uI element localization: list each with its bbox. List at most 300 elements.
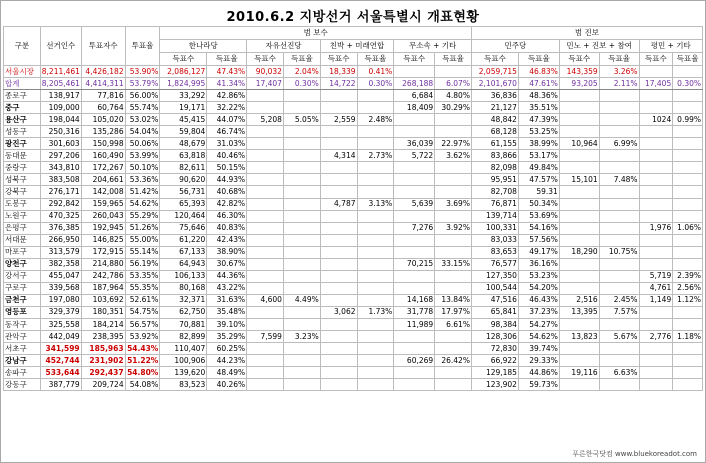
table-cell <box>599 150 639 162</box>
table-cell: 47.61% <box>518 78 559 90</box>
table-cell: 53.92% <box>125 331 160 343</box>
table-cell: 40.68% <box>207 186 247 198</box>
table-cell: 5,639 <box>394 198 435 210</box>
table-cell: 47.39% <box>518 114 559 126</box>
table-cell: 4,314 <box>320 150 357 162</box>
table-cell <box>357 210 394 222</box>
table-cell: 15,101 <box>559 174 599 186</box>
table-cell <box>320 379 357 391</box>
table-cell <box>639 367 673 379</box>
table-cell <box>559 102 599 114</box>
table-cell: 6.61% <box>435 318 472 330</box>
table-row <box>4 210 703 222</box>
table-cell <box>394 282 435 294</box>
table-cell <box>639 343 673 355</box>
table-cell: 33.15% <box>435 258 472 270</box>
table-cell <box>639 210 673 222</box>
table-cell <box>673 355 703 367</box>
table-cell <box>320 343 357 355</box>
table-cell: 0.30% <box>283 78 320 90</box>
table-cell: 13.84% <box>435 294 472 306</box>
table-cell <box>357 318 394 330</box>
table-row <box>4 222 703 234</box>
table-cell <box>357 162 394 174</box>
table-cell <box>320 282 357 294</box>
table-cell: 14,722 <box>320 78 357 90</box>
table-cell <box>394 246 435 258</box>
district-name: 마포구 <box>4 246 41 258</box>
table-cell: 455,047 <box>40 270 81 282</box>
table-row <box>4 102 703 114</box>
table-cell <box>559 186 599 198</box>
table-cell <box>283 234 320 246</box>
table-cell: 44.93% <box>207 174 247 186</box>
table-cell <box>320 258 357 270</box>
table-cell <box>283 222 320 234</box>
table-cell: 4.49% <box>283 294 320 306</box>
table-row <box>4 258 703 270</box>
table-cell: 35.48% <box>207 306 247 318</box>
table-cell: 268,188 <box>394 78 435 90</box>
table-cell: 50.15% <box>207 162 247 174</box>
table-cell <box>599 343 639 355</box>
table-cell <box>247 162 284 174</box>
table-cell <box>357 174 394 186</box>
header-party: 자유선진당 <box>247 40 321 53</box>
table-cell: 51.22% <box>125 355 160 367</box>
table-cell: 120,464 <box>160 210 207 222</box>
table-row <box>4 306 703 318</box>
table-cell <box>394 66 435 78</box>
table-cell: 61,155 <box>471 138 518 150</box>
table-cell <box>320 331 357 343</box>
table-cell: 39.10% <box>207 318 247 330</box>
table-cell: 1,976 <box>639 222 673 234</box>
table-cell: 3.62% <box>435 150 472 162</box>
table-cell: 325,558 <box>40 318 81 330</box>
table-cell <box>320 126 357 138</box>
table-cell <box>673 126 703 138</box>
table-cell: 53.23% <box>518 270 559 282</box>
table-cell <box>435 186 472 198</box>
table-cell: 180,351 <box>81 306 125 318</box>
header-votes: 득표수 <box>639 53 673 66</box>
table-cell <box>283 246 320 258</box>
table-cell <box>639 126 673 138</box>
table-cell: 83,523 <box>160 379 207 391</box>
header-rate: 득표율 <box>599 53 639 66</box>
table-cell: 2.45% <box>599 294 639 306</box>
header-votes: 득표수 <box>559 53 599 66</box>
table-cell <box>559 379 599 391</box>
table-cell: 40.83% <box>207 222 247 234</box>
table-cell: 0.30% <box>357 78 394 90</box>
table-cell <box>247 210 284 222</box>
table-cell: 2.04% <box>283 66 320 78</box>
table-cell <box>639 379 673 391</box>
table-cell <box>283 102 320 114</box>
table-cell <box>599 258 639 270</box>
table-cell: 46.43% <box>518 294 559 306</box>
table-cell <box>357 234 394 246</box>
table-cell <box>394 186 435 198</box>
table-cell: 6.99% <box>599 138 639 150</box>
table-cell: 1024 <box>639 114 673 126</box>
table-cell: 18,409 <box>394 102 435 114</box>
table-cell <box>283 282 320 294</box>
table-row <box>4 246 703 258</box>
table-cell <box>357 343 394 355</box>
table-cell: 59.31 <box>518 186 559 198</box>
header-turnout: 투표자수 <box>81 27 125 66</box>
table-cell: 50.34% <box>518 198 559 210</box>
table-cell: 45,415 <box>160 114 207 126</box>
table-cell <box>673 367 703 379</box>
table-cell <box>394 367 435 379</box>
table-cell: 4,787 <box>320 198 357 210</box>
table-cell: 238,395 <box>81 331 125 343</box>
table-cell: 2,101,670 <box>471 78 518 90</box>
table-cell: 2.11% <box>599 78 639 90</box>
table-cell: 42.82% <box>207 198 247 210</box>
table-cell <box>599 282 639 294</box>
table-cell: 56.19% <box>125 258 160 270</box>
table-cell: 146,825 <box>81 234 125 246</box>
table-cell <box>320 367 357 379</box>
table-cell <box>673 343 703 355</box>
district-name: 강동구 <box>4 379 41 391</box>
table-cell: 46.83% <box>518 66 559 78</box>
table-cell: 103,692 <box>81 294 125 306</box>
table-cell: 2.39% <box>673 270 703 282</box>
table-cell: 54.43% <box>125 343 160 355</box>
table-cell: 1.18% <box>673 331 703 343</box>
table-cell: 250,316 <box>40 126 81 138</box>
table-cell <box>283 270 320 282</box>
table-cell: 100,906 <box>160 355 207 367</box>
header-rate: 득표율 <box>518 53 559 66</box>
table-cell: 5,722 <box>394 150 435 162</box>
table-cell <box>599 126 639 138</box>
district-name: 노원구 <box>4 210 41 222</box>
table-cell <box>357 355 394 367</box>
header-party: 평민 + 기타 <box>639 40 702 53</box>
table-cell: 187,964 <box>81 282 125 294</box>
table-cell <box>247 186 284 198</box>
table-cell <box>599 90 639 102</box>
table-cell <box>559 355 599 367</box>
table-cell <box>357 258 394 270</box>
table-cell <box>283 210 320 222</box>
table-cell: 48.36% <box>518 90 559 102</box>
table-cell: 46.74% <box>207 126 247 138</box>
table-cell <box>320 186 357 198</box>
table-cell: 59.73% <box>518 379 559 391</box>
table-cell: 40.26% <box>207 379 247 391</box>
table-cell: 7.48% <box>599 174 639 186</box>
table-cell <box>247 258 284 270</box>
table-cell: 1.12% <box>673 294 703 306</box>
table-cell <box>394 270 435 282</box>
table-cell <box>599 379 639 391</box>
table-cell: 62,750 <box>160 306 207 318</box>
table-cell: 65,841 <box>471 306 518 318</box>
district-name: 영등포 <box>4 306 41 318</box>
table-cell: 301,603 <box>40 138 81 150</box>
table-cell: 38.99% <box>518 138 559 150</box>
table-cell: 47,516 <box>471 294 518 306</box>
results-table <box>3 26 703 391</box>
table-cell: 2,086,127 <box>160 66 207 78</box>
table-row <box>4 198 703 210</box>
table-cell: 95,951 <box>471 174 518 186</box>
table-cell: 55.74% <box>125 102 160 114</box>
table-cell: 143,359 <box>559 66 599 78</box>
table-cell <box>320 222 357 234</box>
table-cell <box>394 174 435 186</box>
table-cell <box>599 234 639 246</box>
table-cell: 26.42% <box>435 355 472 367</box>
district-name: 금천구 <box>4 294 41 306</box>
table-cell <box>559 234 599 246</box>
table-cell: 442,049 <box>40 331 81 343</box>
table-cell: 59,804 <box>160 126 207 138</box>
table-cell: 54.75% <box>125 306 160 318</box>
table-cell: 470,325 <box>40 210 81 222</box>
table-cell: 105,020 <box>81 114 125 126</box>
table-cell <box>320 294 357 306</box>
table-cell: 19,171 <box>160 102 207 114</box>
table-cell: 10.75% <box>599 246 639 258</box>
table-cell: 13,823 <box>559 331 599 343</box>
table-row <box>4 234 703 246</box>
table-cell: 39.74% <box>518 343 559 355</box>
table-cell <box>559 343 599 355</box>
table-cell <box>357 138 394 150</box>
table-row <box>4 367 703 379</box>
table-cell <box>639 150 673 162</box>
table-cell: 382,358 <box>40 258 81 270</box>
table-cell: 192,945 <box>81 222 125 234</box>
table-cell: 54.62% <box>125 198 160 210</box>
table-cell: 139,620 <box>160 367 207 379</box>
table-cell <box>639 198 673 210</box>
table-cell: 3.69% <box>435 198 472 210</box>
table-row <box>4 355 703 367</box>
table-cell <box>357 294 394 306</box>
table-cell: 4,426,182 <box>81 66 125 78</box>
table-cell <box>283 198 320 210</box>
table-cell: 80,168 <box>160 282 207 294</box>
table-cell <box>320 270 357 282</box>
table-cell: 56,731 <box>160 186 207 198</box>
table-cell <box>247 126 284 138</box>
table-cell: 150,998 <box>81 138 125 150</box>
table-cell: 82,899 <box>160 331 207 343</box>
table-cell <box>283 90 320 102</box>
table-cell <box>639 66 673 78</box>
table-cell: 452,744 <box>40 355 81 367</box>
district-name: 서초구 <box>4 343 41 355</box>
table-cell: 242,786 <box>81 270 125 282</box>
table-cell <box>283 318 320 330</box>
table-cell: 142,008 <box>81 186 125 198</box>
table-cell: 44.86% <box>518 367 559 379</box>
table-cell: 54.20% <box>518 282 559 294</box>
table-cell <box>357 90 394 102</box>
table-cell: 55.14% <box>125 246 160 258</box>
table-cell: 36.16% <box>518 258 559 270</box>
district-name: 강북구 <box>4 186 41 198</box>
table-cell: 0.41% <box>357 66 394 78</box>
table-cell: 42.43% <box>207 234 247 246</box>
table-cell: 5.67% <box>599 331 639 343</box>
table-cell <box>247 379 284 391</box>
table-cell: 297,206 <box>40 150 81 162</box>
district-name: 동대문 <box>4 150 41 162</box>
table-cell: 184,214 <box>81 318 125 330</box>
table-cell: 60.25% <box>207 343 247 355</box>
table-cell <box>320 138 357 150</box>
table-cell: 38.90% <box>207 246 247 258</box>
table-cell: 50.10% <box>125 162 160 174</box>
table-cell <box>639 318 673 330</box>
table-cell <box>639 138 673 150</box>
table-cell: 1,824,995 <box>160 78 207 90</box>
table-cell <box>639 186 673 198</box>
table-cell <box>357 102 394 114</box>
table-cell <box>673 379 703 391</box>
table-cell <box>283 174 320 186</box>
table-row <box>4 174 703 186</box>
district-name: 용산구 <box>4 114 41 126</box>
table-cell <box>435 126 472 138</box>
table-cell: 54.80% <box>125 367 160 379</box>
table-cell: 55.29% <box>125 210 160 222</box>
table-cell <box>247 270 284 282</box>
table-row <box>4 162 703 174</box>
table-cell: 70,881 <box>160 318 207 330</box>
table-cell: 7.57% <box>599 306 639 318</box>
table-cell: 76,871 <box>471 198 518 210</box>
table-cell <box>639 102 673 114</box>
district-name: 서울시장 <box>4 66 41 78</box>
table-row <box>4 150 703 162</box>
table-cell <box>357 379 394 391</box>
table-cell: 2,059,715 <box>471 66 518 78</box>
table-cell: 260,043 <box>81 210 125 222</box>
table-cell: 30.67% <box>207 258 247 270</box>
table-cell: 53.02% <box>125 114 160 126</box>
table-cell: 52.61% <box>125 294 160 306</box>
table-cell <box>435 66 472 78</box>
table-cell: 70,215 <box>394 258 435 270</box>
table-cell: 32,371 <box>160 294 207 306</box>
table-cell: 0.30% <box>673 78 703 90</box>
table-cell <box>247 306 284 318</box>
table-cell: 139,714 <box>471 210 518 222</box>
table-cell: 1,149 <box>639 294 673 306</box>
table-cell: 53.69% <box>518 210 559 222</box>
table-cell: 5.05% <box>283 114 320 126</box>
table-cell: 51.42% <box>125 186 160 198</box>
table-cell: 33,292 <box>160 90 207 102</box>
table-row <box>4 294 703 306</box>
table-row <box>4 282 703 294</box>
table-cell <box>394 162 435 174</box>
table-cell <box>394 331 435 343</box>
table-cell: 3.23% <box>283 331 320 343</box>
table-cell: 35.29% <box>207 331 247 343</box>
table-cell: 266,950 <box>40 234 81 246</box>
table-cell <box>599 186 639 198</box>
header-votes: 득표수 <box>160 53 207 66</box>
table-row <box>4 379 703 391</box>
header-rate: 득표율 <box>207 53 247 66</box>
district-name: 은평구 <box>4 222 41 234</box>
table-cell: 129,185 <box>471 367 518 379</box>
table-cell: 90,032 <box>247 66 284 78</box>
header-turnout-rate: 투표율 <box>125 27 160 66</box>
table-cell: 109,000 <box>40 102 81 114</box>
table-cell <box>357 282 394 294</box>
table-cell: 82,708 <box>471 186 518 198</box>
table-cell <box>320 355 357 367</box>
table-cell <box>435 367 472 379</box>
table-cell <box>639 90 673 102</box>
table-cell: 198,044 <box>40 114 81 126</box>
table-cell: 82,098 <box>471 162 518 174</box>
table-cell: 19,116 <box>559 367 599 379</box>
table-cell: 53.90% <box>125 66 160 78</box>
table-cell <box>559 90 599 102</box>
table-cell <box>559 318 599 330</box>
table-cell: 135,286 <box>81 126 125 138</box>
table-cell <box>394 379 435 391</box>
table-cell: 54.62% <box>518 331 559 343</box>
table-cell: 83,653 <box>471 246 518 258</box>
table-cell: 90,620 <box>160 174 207 186</box>
table-cell <box>320 210 357 222</box>
table-cell: 47.57% <box>518 174 559 186</box>
table-cell: 51.26% <box>125 222 160 234</box>
table-cell: 14,168 <box>394 294 435 306</box>
table-cell <box>673 234 703 246</box>
table-cell: 100,544 <box>471 282 518 294</box>
table-cell: 54.27% <box>518 318 559 330</box>
table-cell: 2.73% <box>357 150 394 162</box>
table-cell: 3.26% <box>599 66 639 78</box>
header-party: 민주당 <box>471 40 559 53</box>
table-cell <box>247 102 284 114</box>
table-cell <box>435 331 472 343</box>
table-cell: 2,516 <box>559 294 599 306</box>
header-rate: 득표율 <box>435 53 472 66</box>
table-cell <box>435 174 472 186</box>
table-cell: 10,964 <box>559 138 599 150</box>
table-cell: 231,902 <box>81 355 125 367</box>
table-cell: 0.99% <box>673 114 703 126</box>
table-cell <box>320 90 357 102</box>
district-name: 광진구 <box>4 138 41 150</box>
table-cell: 3,062 <box>320 306 357 318</box>
table-cell <box>639 246 673 258</box>
table-cell <box>247 174 284 186</box>
table-row <box>4 78 703 90</box>
table-cell: 7,276 <box>394 222 435 234</box>
table-row <box>4 66 703 78</box>
district-name: 종로구 <box>4 90 41 102</box>
